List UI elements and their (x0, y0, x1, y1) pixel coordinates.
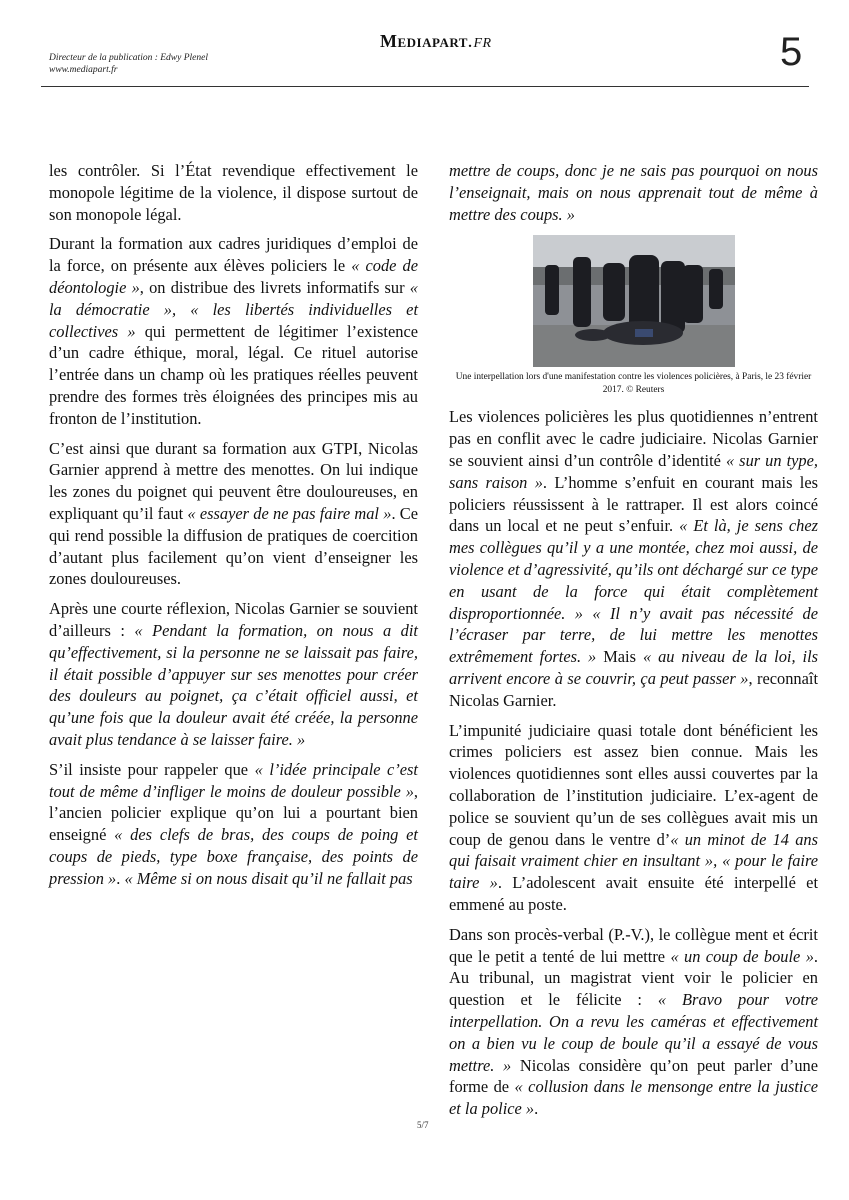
footer-pagination: 5/7 (417, 1120, 429, 1130)
paragraph: S’il insiste pour rappeler que « l’idée principale c’est tout de même d’infliger le moins de douleur possible », l’ancien policier explique qu’on lui a pourtant bien enseigné « des clefs de bras, des coups de poing et coups de pieds, type boxe française, des points de pression ». « Même si on nous disait qu’il ne fallait pas (49, 759, 418, 888)
paragraph: C’est ainsi que durant sa formation aux GTPI, Nicolas Garnier apprend à mettre des menottes. On lui indique les zones du poignet qui peuvent être douloureuses, en expliquant qu’il faut « essayer de ne pas faire mal ». Ce qui rend possible la diffusion de pratiques de coercition d’autant plus facilement qu’on vient d’enseigner les zones douloureuses. (49, 438, 419, 589)
right-column (449, 160, 818, 1128)
mediapart-logo (380, 30, 492, 53)
news-photo (533, 235, 735, 367)
paragraph: les contrôler. Si l’État revendique effectivement le monopole légitime de la violence, il dispose surtout de son monopole légal. (49, 161, 418, 224)
director-credit: Directeur de la publication : Edwy Plenel (49, 53, 208, 63)
website-url: www.mediapart.fr (49, 65, 118, 75)
header-left (49, 52, 208, 76)
paragraph: Après une courte réflexion, Nicolas Garnier se souvient d’ailleurs : « Pendant la formation, on nous a dit qu’effectivement, si la personne ne se laissait pas faire, il était possible d’appuyer sur ses menottes pour créer des douleurs au poignet, ça c’était officiel aussi, et qu’une fois que la douleur avait été créée, la personne avait plus tendance à se laisser faire. » (49, 599, 418, 749)
page-number: 5 (780, 30, 803, 74)
paragraph: Durant la formation aux cadres juridiques d’emploi de la force, on présente aux élèves policiers le « code de déontologie », on distribue des livrets informatifs sur « la démocratie », « les libertés individuelles et collectives » qui permettent de légitimer l’existence d’un cadre éthique, moral, légal. Ce rituel autorise l’entrée dans un champ où les pratiques réelles peuvent prendre des formes très éloignées des principes mis au fronton de l’institution. (49, 234, 418, 428)
paragraph-continued: mettre de coups, donc je ne sais pas pourquoi on nous l’enseignait, mais on nous apprenait tout de même à mettre des coups. » (449, 161, 818, 224)
paragraph: Les violences policières les plus quotidiennes n’entrent pas en conflit avec le cadre judiciaire. Nicolas Garnier se souvient ainsi d’un contrôle d’identité « sur un type, sans raison ». L’homme s’enfuit en courant mais les policiers réussissent à le rattraper. Il est alors coincé dans un local et ne peut s’enfuir. « Et là, je sens chez mes collègues qu’il y a une montée, chez moi aussi, de violence et d’agressivité, qu’ils ont déchargé sur ce type en usant de la force qui était complètement disproportionnée. » « Il n’y avait pas nécessité de l’écraser par terre, de lui mettre les menottes extrêmement fortes. » Mais « au niveau de la loi, ils arrivent encore à se couvrir, ça peut passer », reconnaît Nicolas Garnier. (449, 407, 819, 710)
paragraph: L’impunité judiciaire quasi totale dont bénéficient les crimes policiers est assez bien connue. Mais les violences quotidiennes sont elles aussi couvertes par la collaboration de l’institution judiciaire. L’ex-agent de police se souvient qu’un de ses collègues avait mis un coup de genou dans le ventre d’« un minot de 14 ans qui faisait vraiment chier en insultant », « pour le faire taire ». L’adolescent avait ensuite été interpellé et emmené au poste. (449, 720, 819, 914)
logo-suffix: .fr (467, 30, 492, 52)
left-column (49, 160, 418, 898)
photo-caption: Une interpellation lors d'une manifestation contre les violences policières, à Paris, le 23 février 2017. © Reuters (455, 372, 812, 395)
logo-main: Mediapart (380, 31, 468, 51)
paragraph: Dans son procès-verbal (P.-V.), le collègue ment et écrit que le petit a tenté de lui mettre « un coup de boule ». Au tribunal, un magistrat vient voir le policier en question et le félicite : « Bravo pour votre interpellation. On a revu les caméras et effectivement on a bien vu le coup de boule qu’il a essayé de vous mettre. » Nicolas considère qu’on peut parler d’une forme de « collusion dans le mensonge entre la justice et la police ». (449, 924, 819, 1119)
header-rule (41, 86, 809, 87)
